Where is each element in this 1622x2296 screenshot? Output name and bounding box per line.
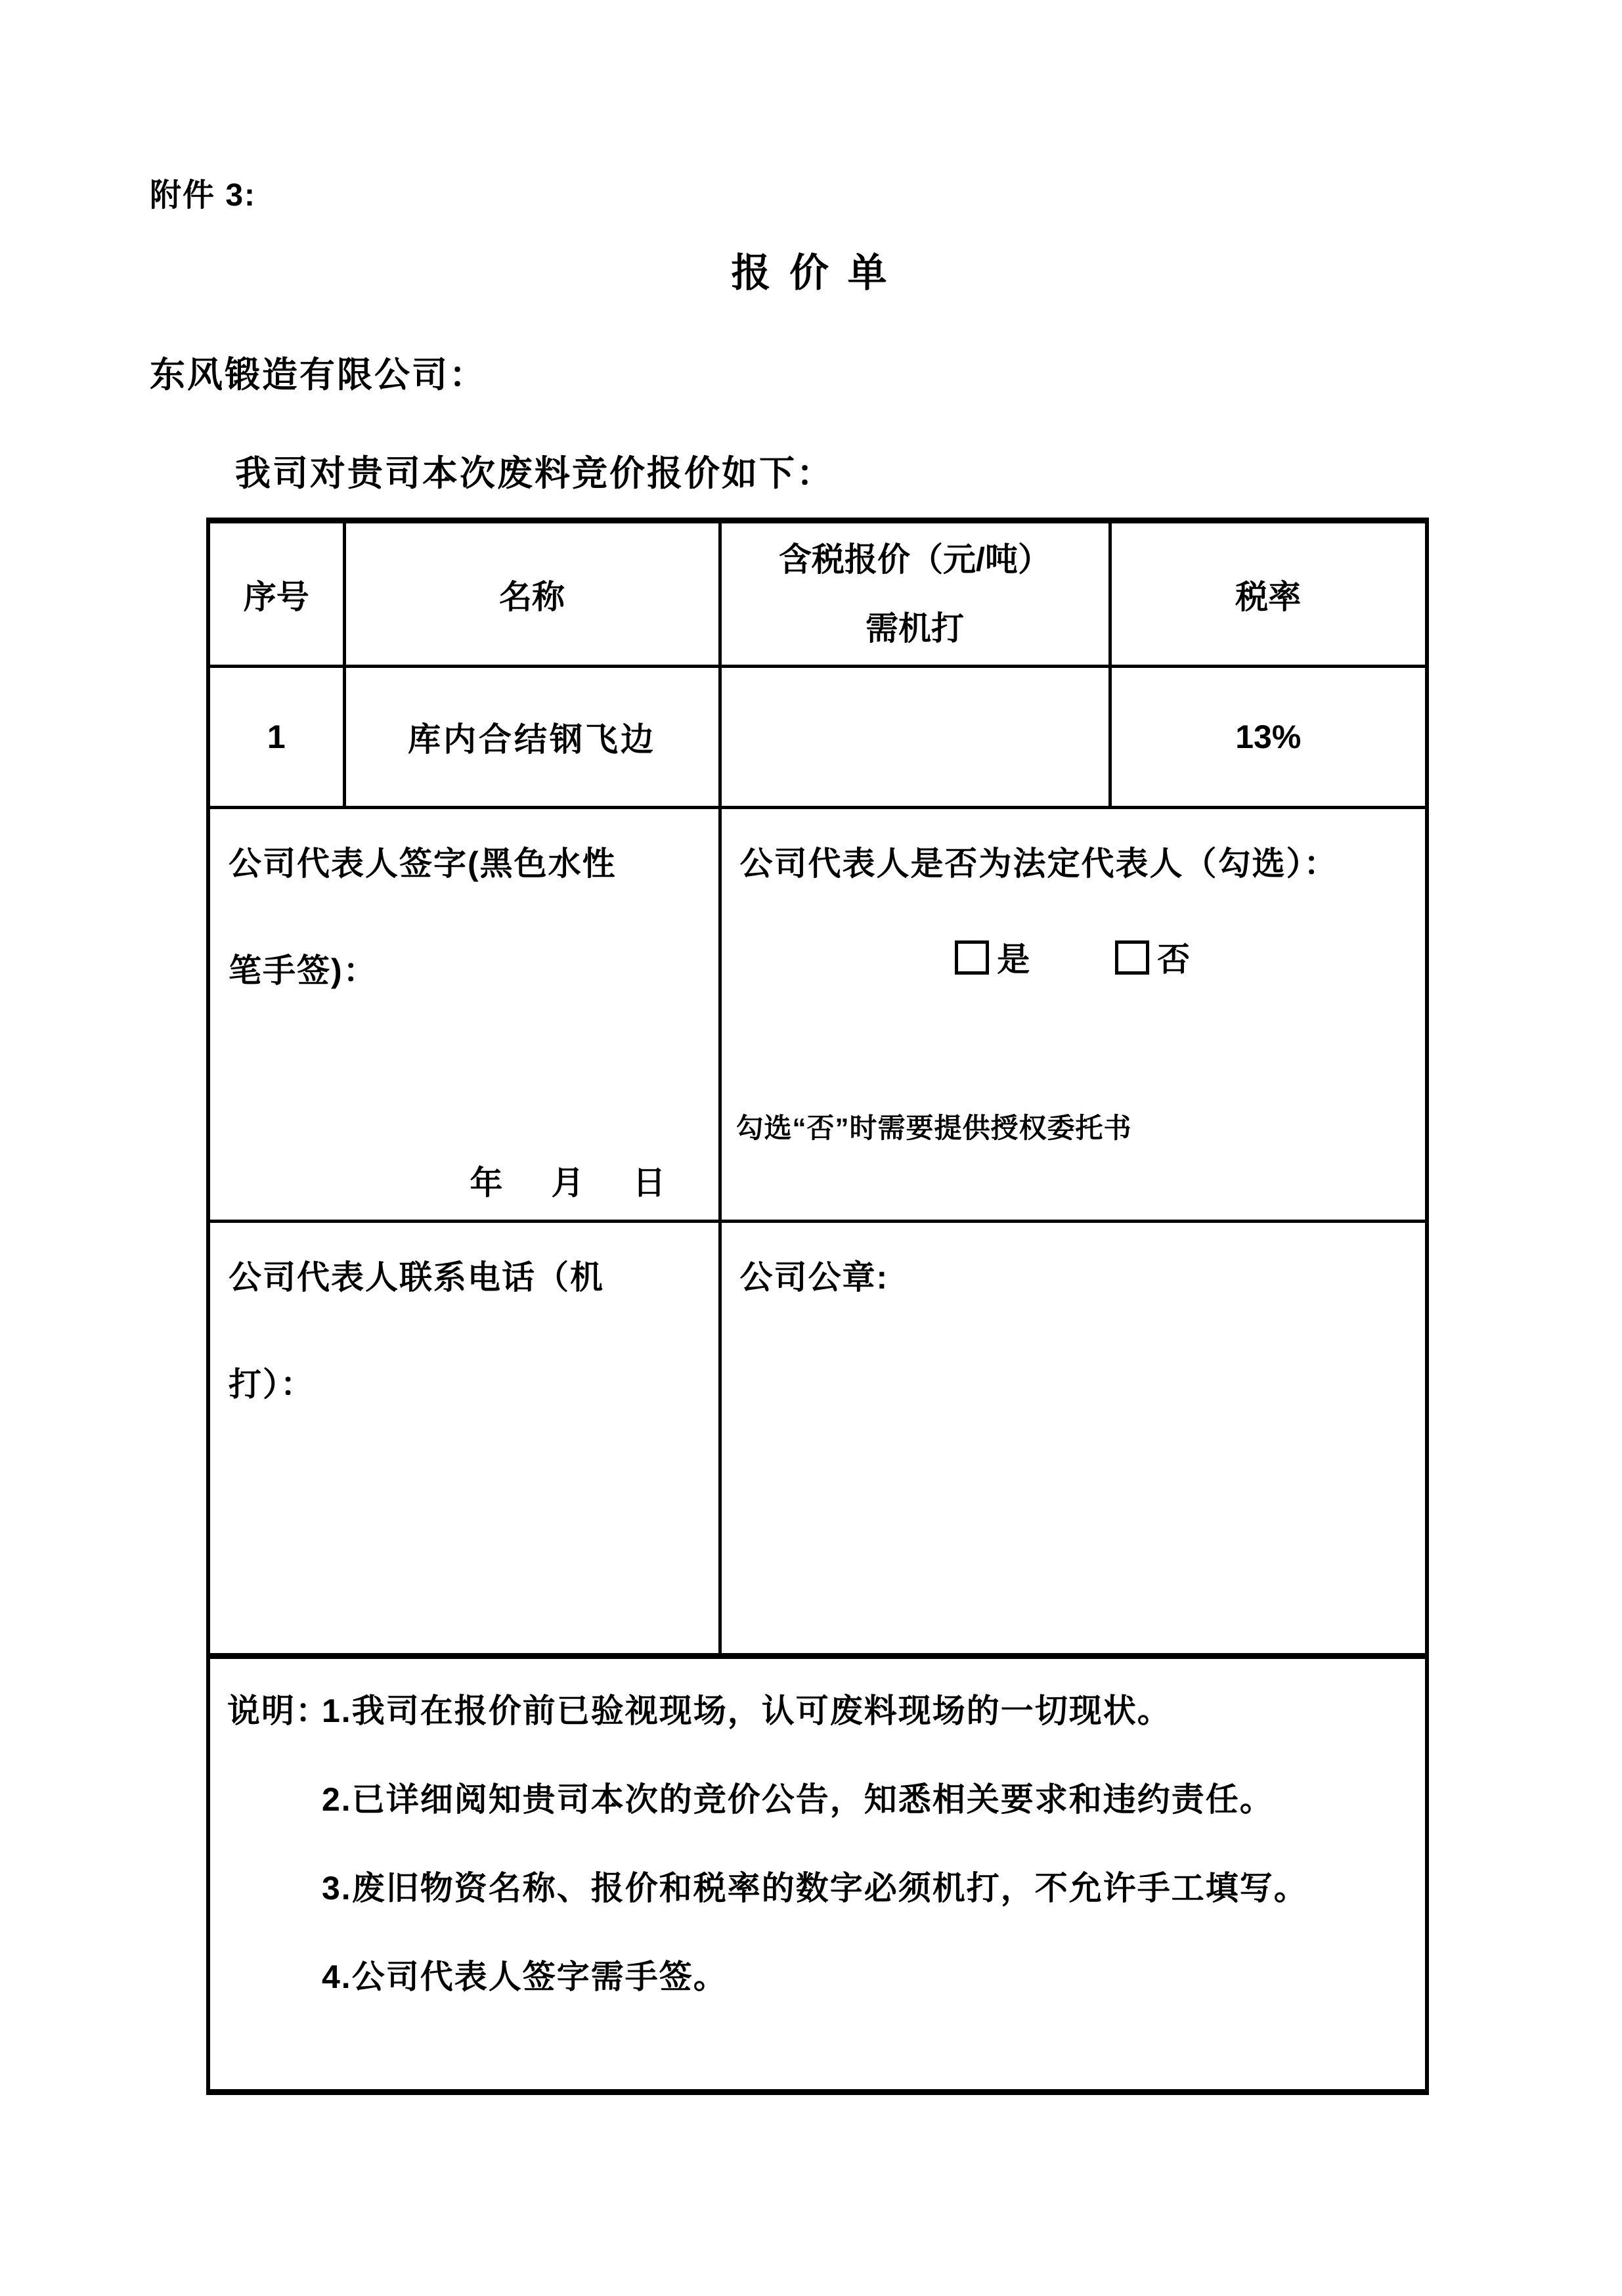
contact-row — [208, 1222, 1427, 1656]
header-cell-tax — [1110, 521, 1427, 667]
header-cell-name — [344, 521, 720, 667]
legal-rep-question: 公司代表人是否为法定代表人（勾选）： — [739, 845, 1338, 882]
authorization-note: 勾选“否”时需要提供授权委托书 — [735, 1113, 1132, 1143]
table-header-row — [208, 521, 1427, 667]
table-row — [208, 667, 1427, 808]
seal-label: 公司公章: — [739, 1259, 889, 1296]
signature-left-cell — [208, 808, 720, 1222]
checkbox-no[interactable] — [1115, 941, 1191, 978]
signature-row — [208, 808, 1427, 1222]
row-price-cell — [720, 667, 1110, 808]
signature-label-line1: 公司代表人签字(黑色水性 — [229, 845, 617, 882]
signature-label — [210, 809, 718, 1025]
note-item: 2.已详细阅知贵司本次的竞价公告，知悉相关要求和违约责任。 — [322, 1781, 1274, 1818]
note-item: 4.公司代表人签字需手签。 — [322, 1958, 728, 1995]
contact-left-cell — [208, 1222, 720, 1656]
phone-label — [210, 1223, 718, 1438]
contact-right-cell — [720, 1222, 1427, 1656]
row-name-cell: 库内合结钢飞边 — [344, 667, 720, 808]
notes-row — [208, 1656, 1427, 2092]
checkbox-yes[interactable] — [955, 941, 1031, 978]
header-price-line1: 含税报价（元/吨） — [779, 541, 1051, 578]
intro-line: 我司对贵司本次废料竞价报价如下： — [235, 454, 834, 493]
row-tax-cell: 13% — [1110, 667, 1427, 808]
notes-items — [322, 1667, 1412, 2021]
phone-label-line1: 公司代表人联系电话（机 — [229, 1259, 604, 1296]
attachment-label: 附件 3: — [150, 178, 257, 213]
header-price-label — [722, 525, 1108, 663]
row-index-cell: 1 — [208, 667, 344, 808]
quote-table — [206, 518, 1429, 2095]
header-tax-label: 税率 — [1235, 578, 1302, 615]
recipient-line: 东风锻造有限公司： — [150, 355, 487, 395]
checkbox-line — [722, 927, 1426, 992]
signature-right-cell — [720, 808, 1427, 1222]
notes-label: 说明： — [227, 1692, 330, 1729]
checkbox-yes-icon[interactable] — [955, 940, 989, 975]
header-cell-price — [720, 521, 1110, 667]
signature-label-line2: 笔手签)： — [229, 952, 378, 989]
header-price-line2: 需机打 — [866, 609, 964, 647]
note-item: 1.我司在报价前已验视现场，认可废料现场的一切现状。 — [322, 1692, 1172, 1729]
checkbox-yes-label: 是 — [997, 941, 1032, 978]
notes-cell — [208, 1656, 1427, 2092]
checkbox-no-label: 否 — [1157, 941, 1192, 978]
date-line: 年 月 日 — [470, 1164, 674, 1201]
note-item: 3.废旧物资名称、报价和税率的数字必须机打，不允许手工填写。 — [322, 1870, 1308, 1907]
phone-label-line2: 打）： — [229, 1366, 315, 1403]
header-index-label: 序号 — [243, 578, 309, 615]
header-name-label: 名称 — [499, 578, 565, 615]
header-cell-index — [208, 521, 344, 667]
checkbox-no-icon[interactable] — [1115, 940, 1149, 975]
page-title: 报 价 单 — [731, 251, 891, 295]
